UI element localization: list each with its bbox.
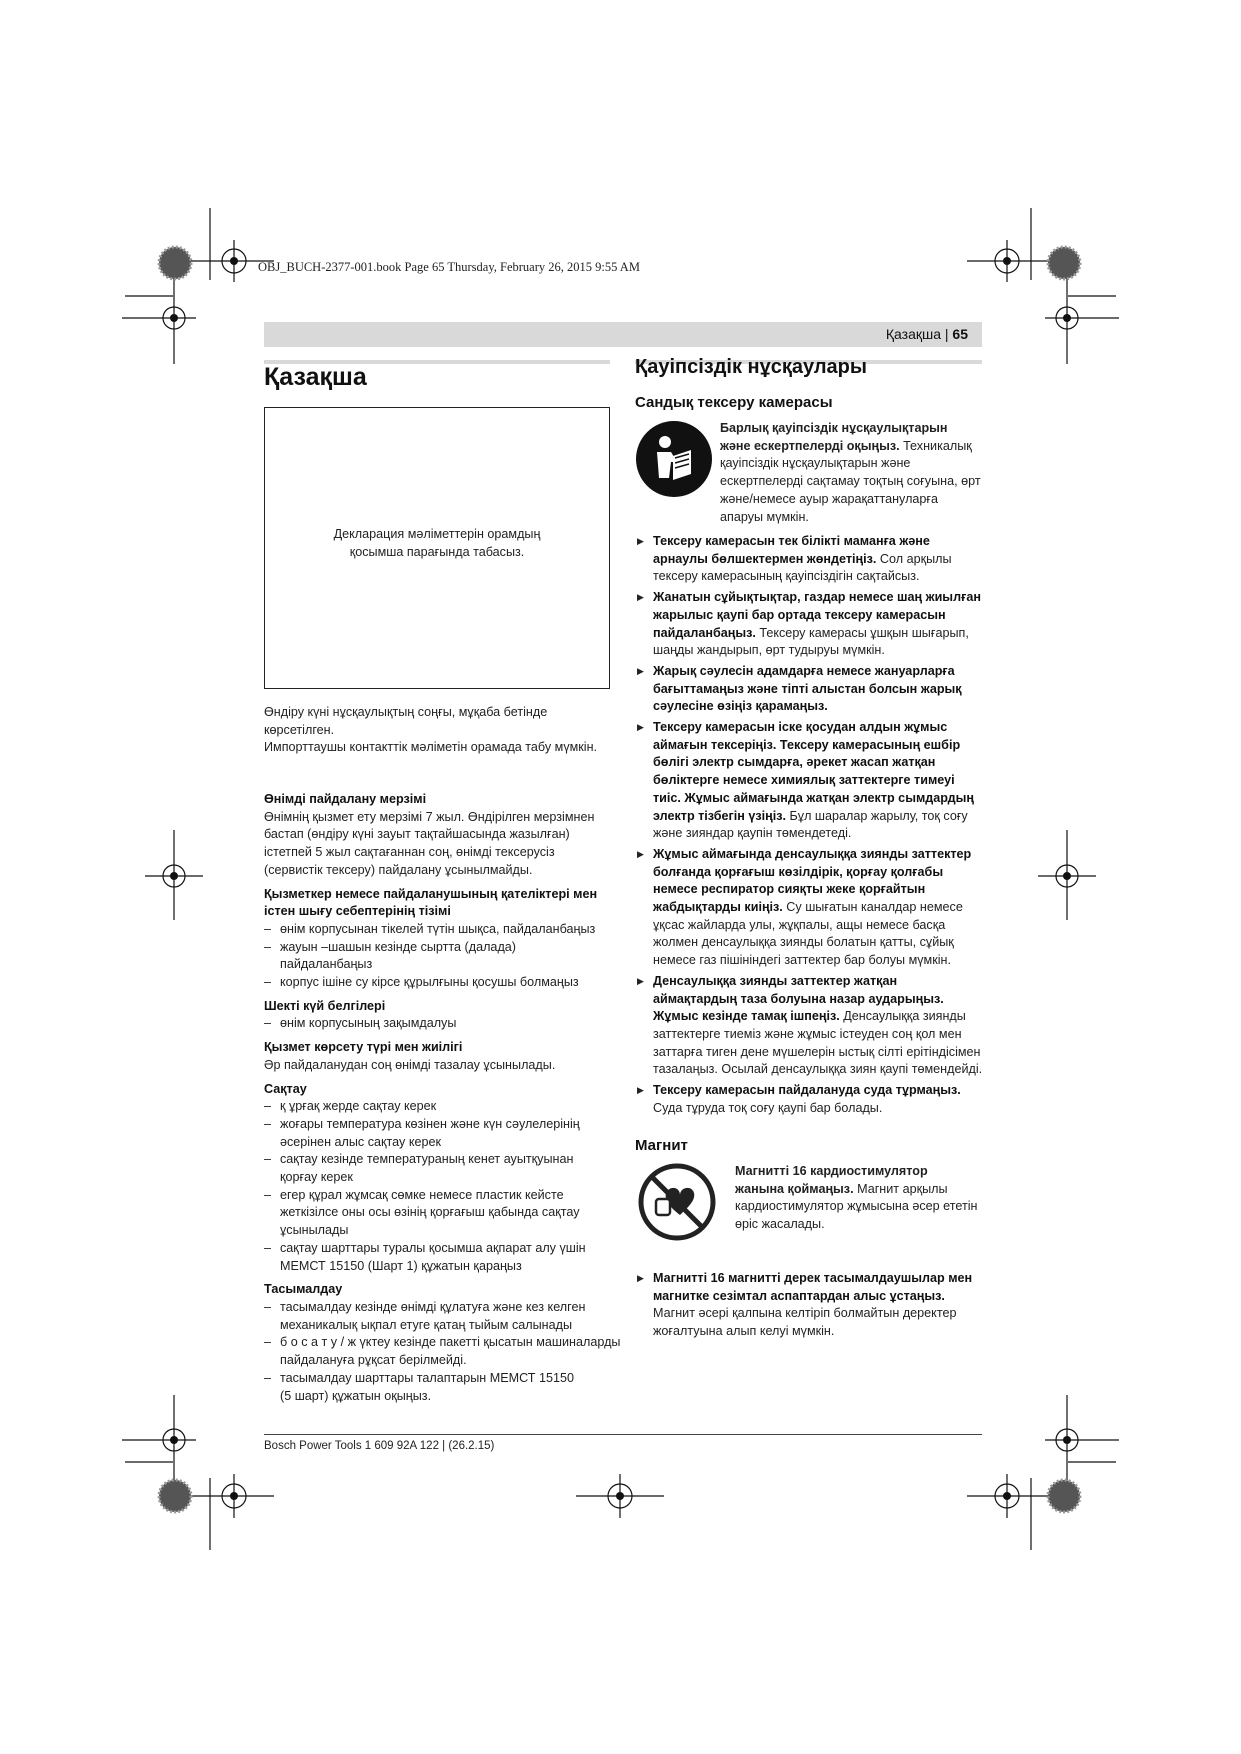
safety-bullet: ▶ Жанатын сұйықтықтар, газдар немесе шаң жиылған жарылыс қаупі бар ортада тексеру камерасын пайдаланбаңыз. Тексеру камерасы ұшқын шығарып, шаңды жандырып, өрт тудыруы мүмкін. xyxy=(635,589,990,660)
left-intro: Өндіру күні нұсқаулықтың соңғы, мұқаба бетінде көрсетілген. Импорттаушы контакттік мәліметін орамада табу мүмкін. xyxy=(264,705,598,755)
list-item: – корпус ішіне су кірсе құрылғыны қосушы болмаңыз xyxy=(264,974,684,992)
safety-title: Қауіпсіздік нұсқаулары xyxy=(635,356,867,378)
safety-bullet: ▶ Жұмыс аймағында денсаулыққа зиянды заттектер болғанда қорғағыш көзілдірік, қорғау қолғабы немесе респиратор сияқты жеке қорғайтын жабдықтарды киіңіз. Су шығатын каналдар немесе ұқсас жайларда улы, жұқпалы, ащы немесе басқа жолмен денсаулыққа зиянды болатын қатты, сұйық немесе газ пішініндегі заттектер бар болуы мүмкін. xyxy=(635,846,990,970)
left-title: Қазақша xyxy=(264,363,367,391)
list-item: – жоғары температура көзінен және күн сәулелерінің әсерінен алыс сақтау керек xyxy=(264,1116,684,1151)
header-separator: | xyxy=(944,326,949,342)
safety-bullet: ▶ Тексеру камерасын пайдалануда суда тұрмаңыз. Суда тұруда тоқ соғу қаупі бар болады. xyxy=(635,1082,990,1117)
service-text: Әр пайдаланудан соң өнімді тазалау ұсынылады. xyxy=(264,1057,556,1072)
service-title: Қызмет көрсету түрі мен жиілігі xyxy=(264,1040,463,1055)
errors-title: Қызметкер немесе пайдаланушының қателіктері мен істен шығу себептерінің тізімі xyxy=(264,886,598,919)
list-item: – сақтау шарттары туралы қосымша ақпарат алу үшін МЕМСТ 15150 (Шарт 1) құжатын қараңыз xyxy=(264,1240,684,1275)
safety-bullet: ▶ Жарық сәулесін адамдарға немесе жануарларға бағыттамаңыз және тіпті алыстан болсын жарық сәулесіне өзіңіз қарамаңыз. xyxy=(635,663,990,716)
safety-subtitle: Сандық тексеру камерасы xyxy=(635,394,833,411)
list-item: – қ ұрғақ жерде сақтау керек xyxy=(264,1098,684,1116)
safety-bullets xyxy=(635,533,990,1121)
safety-bullet: ▶ Денсаулыққа зиянды заттектер жатқан аймақтардың таза болуына назар аударыңыз. Жұмыс кезінде тамақ ішпеңіз. Денсаулыққа зиянды заттектерге тиеміз және жұмыс істеуден соң қол мен заттарға тиген дене мүшелерін ыстық сілті ерітіндісімен тазалаңыз. Осылай денсаулыққа зиян қаупі төмендейді. xyxy=(635,973,990,1079)
list-item: – өнім корпусының зақымдалуы xyxy=(264,1015,684,1033)
header-page-label xyxy=(886,326,968,342)
list-item: – тасымалдау кезінде өнімді құлатуға және кез келген механикалық ықпал етуге қатаң тыйым салынады xyxy=(264,1299,684,1334)
page-header xyxy=(264,322,982,347)
list-item: – егер құрал жұмсақ сөмке немесе пластик кейсте жеткізілсе оны осы өзінің қорғағыш қабында сақтау ұсынылады xyxy=(264,1187,684,1240)
read-instructions: Барлық қауіпсіздік нұсқаулықтарын және ескертпелерді оқыңыз. Техникалық қауіпсіздік нұсқаулықтарын және ескертпелерді сақтамау тоқтың соғуына, өрт және/немесе ауыр жарақаттануларға апаруы мүмкін. xyxy=(720,421,981,524)
limit-list xyxy=(264,1015,684,1033)
list-item: – тасымалдау шарттары талаптарын МЕМСТ 15150 (5 шарт) құжатын оқыңыз. xyxy=(264,1370,684,1405)
service-life-title: Өнімді пайдалану мерзімі xyxy=(264,792,427,806)
safety-bullet: ▶ Тексеру камерасын тек білікті маманға және арнаулы бөлшектермен жөндетіңіз. Сол арқылы тексеру камерасының қауіпсіздігін сақтайсыз. xyxy=(635,533,990,586)
footer-rule xyxy=(264,1434,982,1435)
transport-list xyxy=(264,1299,684,1405)
print-slug: OBJ_BUCH-2377-001.book Page 65 Thursday, February 26, 2015 9:55 AM xyxy=(258,260,640,274)
read-manual-icon xyxy=(635,420,713,498)
list-item: – жауын –шашын кезінде сыртта (далада) пайдаланбаңыз xyxy=(264,939,684,974)
magnet-warning: Магнитті 16 кардиостимулятор жанына қоймаңыз. Магнит арқылы кардиостимулятор жұмысына әсер ететін өріс жасалады. xyxy=(735,1164,978,1232)
limit-title: Шекті күй белгілері xyxy=(264,998,386,1013)
list-item: – өнім корпусынан тікелей түтін шықса, пайдаланбаңыз xyxy=(264,921,684,939)
header-language: Қазақша xyxy=(885,326,941,342)
declaration-text: Декларация мәліметтерін орамдың қосымша парағында табасыз. xyxy=(333,527,541,559)
left-sections: Өнімді пайдалану мерзімі Өнімнің қызмет ету мерзімі 7 жыл. Өндірілген мерзімнен бастап (өндіру күні зауыт тақтайшасында жазылған) істетпей 5 жыл сақтағаннан соң, өнімді тексерусіз (сервистік тексеру) пайдалану ұсынылмайды. Қызметкер немесе пайдаланушының қателіктері мен істен шығу себептерінің тізімі – өнім корпусынан тікелей түтін шықса, пайдаланбаңыз – жауын –шашын кезінде сыртта (далада) пайдаланбаңыз – корпус ішіне су кірсе құрылғыны қосушы болмаңыз Шекті күй белгілері – өнім корпусының зақымдалуы Қызмет көрсету түрі мен жиілігі Әр пайдаланудан соң өнімді тазалау ұсынылады. Сақтау – қ ұрғақ жерде сақтау керек – жоғары температура көзінен және күн сәулелерінің әсерінен алыс сақтау керек – сақтау кезінде температураның кенет ауытқуынан қорғау керек – егер құрал жұмсақ сөмке немесе пластик кейсте жеткізілсе оны осы өзінің қорғағыш қабында сақтау ұсынылады – сақтау шарттары туралы қосымша ақпарат алу үшін МЕМСТ 15150 (Шарт 1) құжатын қараңыз Тасымалдау – тасымалдау кезінде өнімді құлатуға және кез келген механикалық ықпал етуге қатаң тыйым салынады – б о с а т у / ж үктеу кезінде пакетті қысатын машиналарды пайдалануға рұқсат берілмейді. – тасымалдау шарттары талаптарын МЕМСТ 15150 (5 шарт) құжатын оқыңыз. xyxy=(264,785,684,1405)
page-footer: Bosch Power Tools 1 609 92A 122 | (26.2.15) xyxy=(264,1440,495,1452)
list-item: – б о с а т у / ж үктеу кезінде пакетті қысатын машиналарды пайдалануға рұқсат берілмейді. xyxy=(264,1334,684,1369)
list-item: – сақтау кезінде температураның кенет ауытқуынан қорғау керек xyxy=(264,1151,684,1186)
safety-bullet: ▶ Магнитті 16 магнитті дерек тасымалдаушылар мен магнитке сезімтал аспаптардан алыс ұстаңыз. Магнит әсері қалпына келтіріп болмайтын деректер жоғалтуына алып келуі мүмкін. xyxy=(635,1270,990,1341)
magnet-bullet-block xyxy=(635,1270,990,1344)
errors-list xyxy=(264,921,684,992)
page-number: 65 xyxy=(952,326,968,342)
storage-title: Сақтау xyxy=(264,1081,307,1096)
safety-bullet: ▶ Тексеру камерасын іске қосудан алдын жұмыс аймағын тексеріңіз. Тексеру камерасының ешбір бөлігі электр сымдарға, әрекет жасап жатқан бөліктерге немесе химиялық заттектерге тимеуі тиіс. Жұмыс аймағында жатқан электр сымдардың электр тізбегін үзіңіз. Бұл шаралар жарылу, тоқ соғу және зияндар қаупін төмендетеді. xyxy=(635,719,990,843)
declaration-box xyxy=(264,407,610,689)
transport-title: Тасымалдау xyxy=(264,1282,343,1297)
storage-list xyxy=(264,1098,684,1275)
magnet-title: Магнит xyxy=(635,1137,688,1154)
pacemaker-prohibition-icon xyxy=(638,1163,716,1241)
